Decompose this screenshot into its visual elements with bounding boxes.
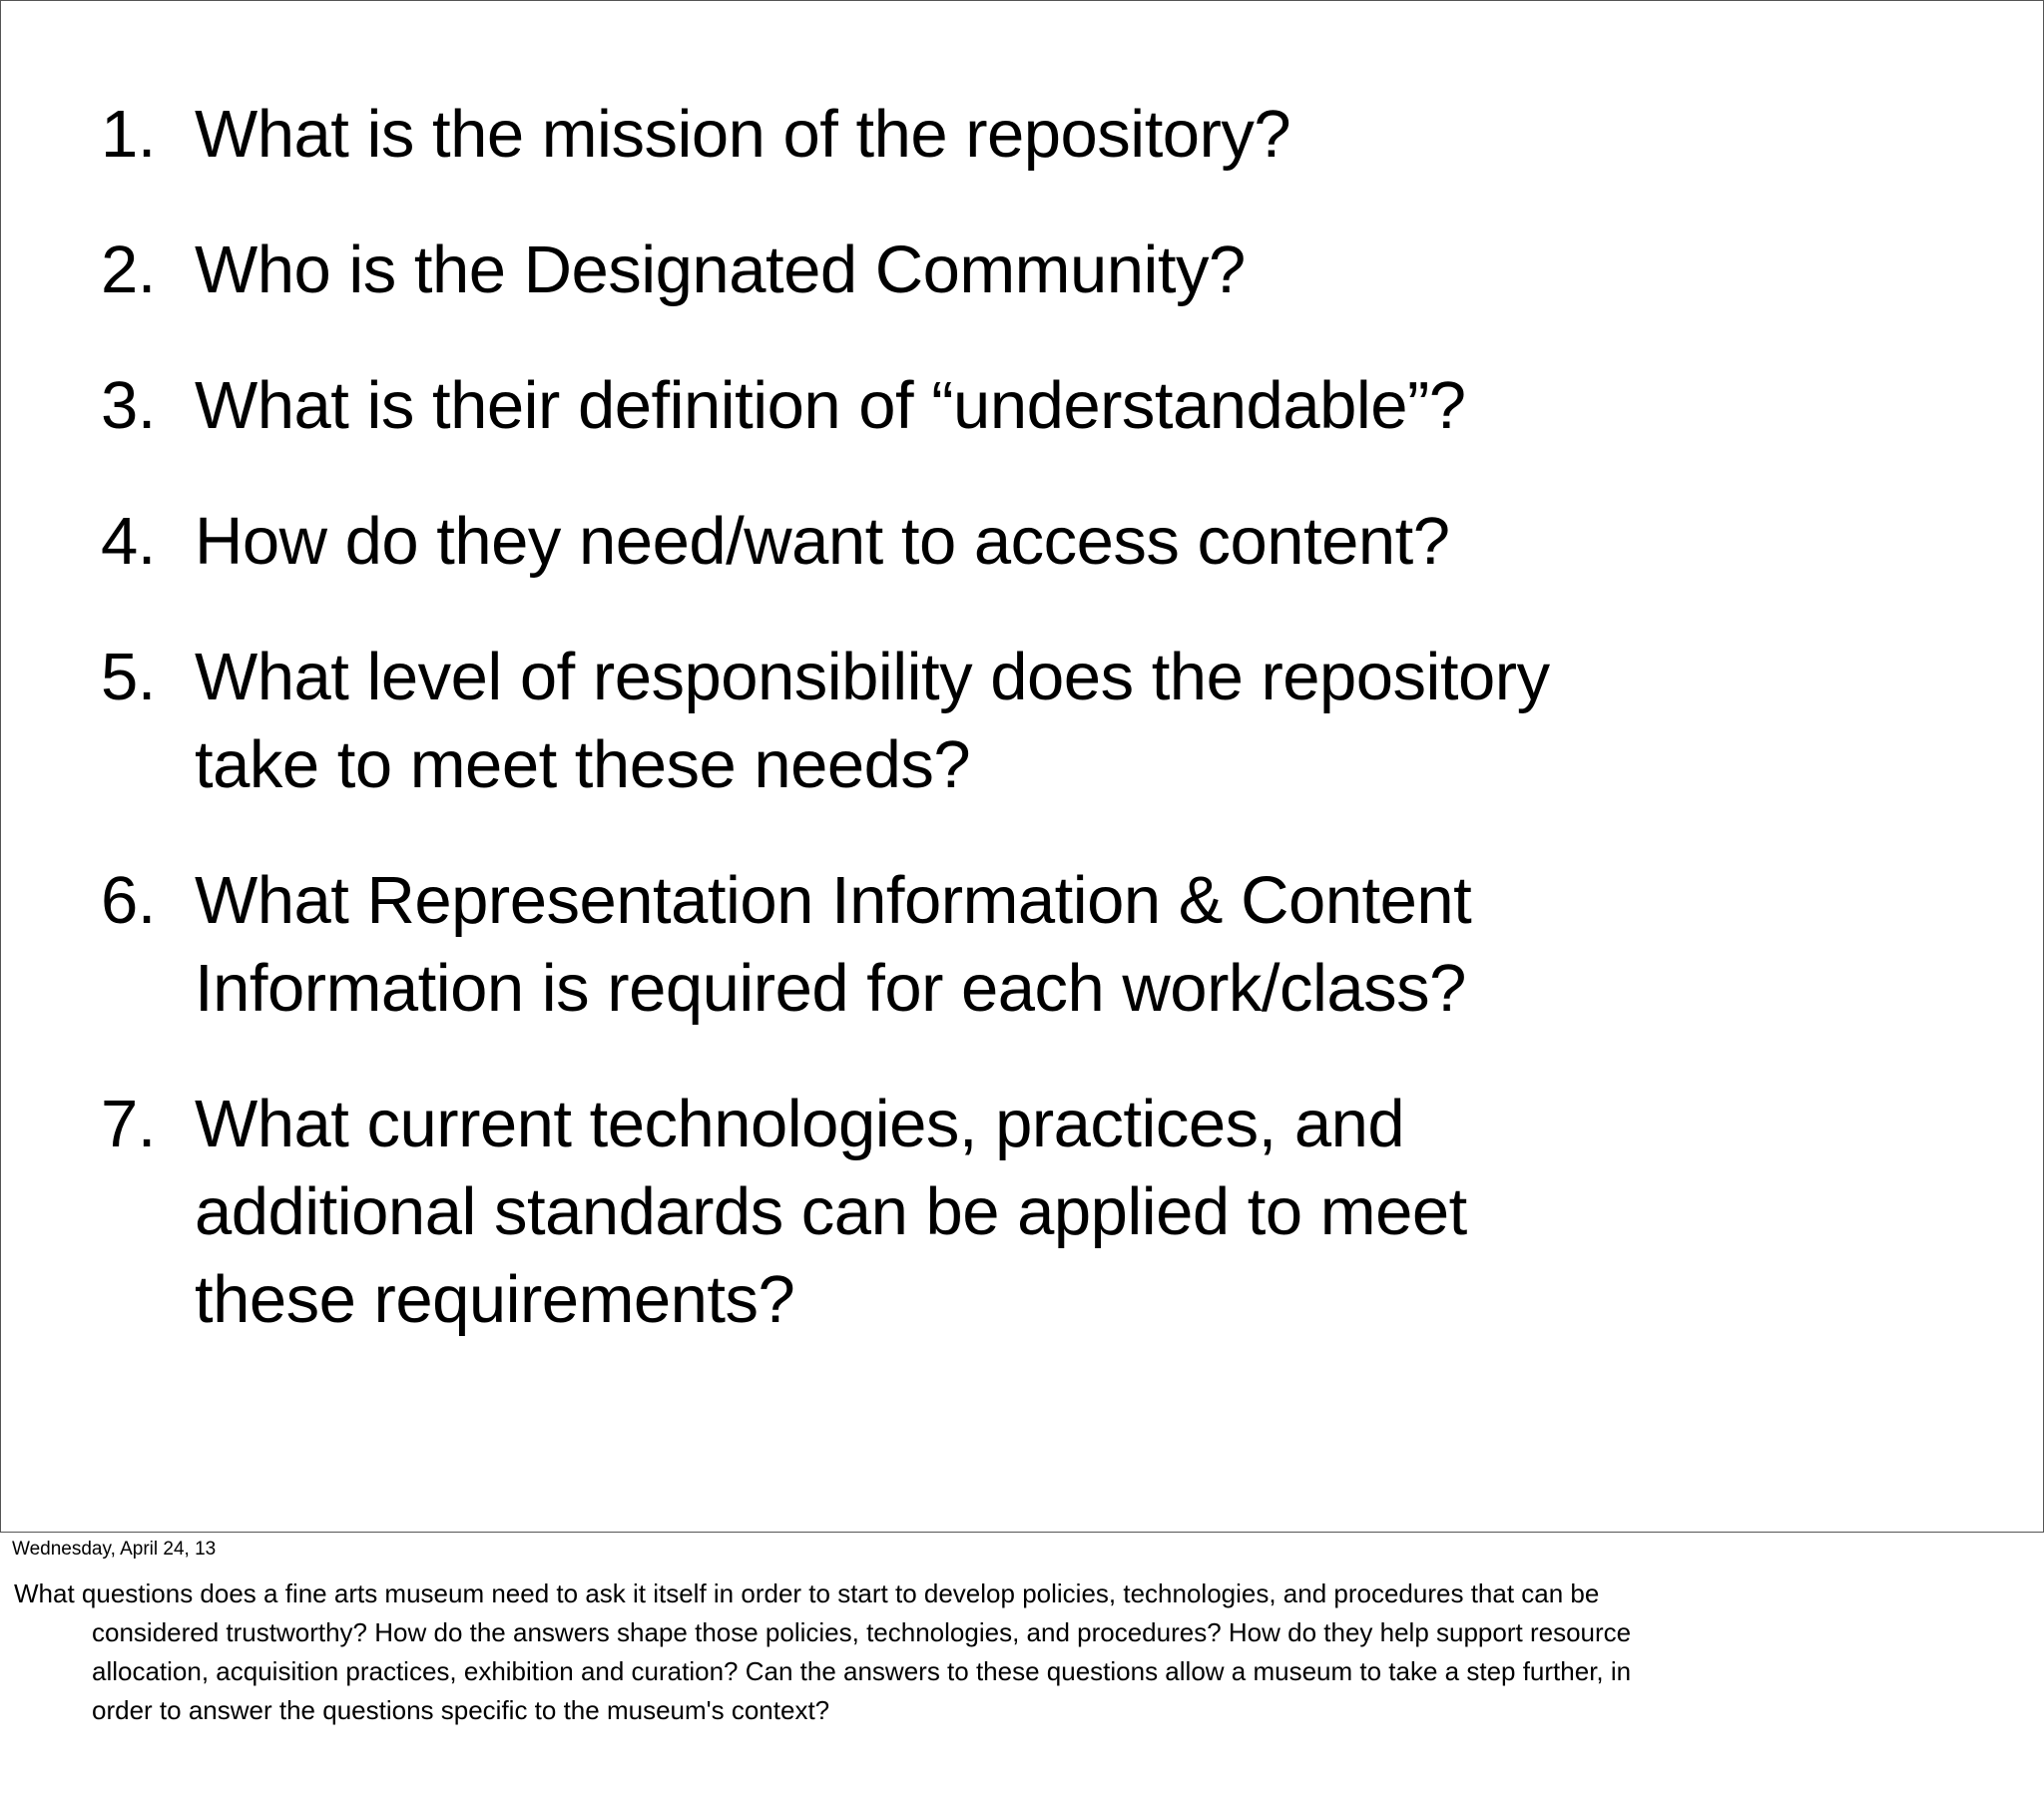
date-label: Wednesday, April 24, 13 bbox=[12, 1539, 217, 1560]
question-line: What level of responsibility does the repository bbox=[195, 640, 1550, 714]
question-text bbox=[195, 226, 1752, 314]
question-item bbox=[101, 226, 1897, 314]
question-line: What is their definition of “understandable”? bbox=[195, 368, 1466, 443]
question-line: What is the mission of the repository? bbox=[195, 97, 1291, 172]
question-number: 3. bbox=[101, 368, 156, 443]
question-text bbox=[195, 91, 1752, 179]
question-item bbox=[101, 91, 1897, 179]
notes-line: allocation, acquisition practices, exhibition and curation? Can the answers to these questions allow a museum to take a step further, in bbox=[92, 1656, 1632, 1686]
question-line: How do they need/want to access content? bbox=[195, 504, 1450, 579]
question-number: 6. bbox=[101, 863, 156, 938]
question-line: What Representation Information & Content bbox=[195, 863, 1472, 938]
question-text bbox=[195, 362, 1752, 450]
question-line: Who is the Designated Community? bbox=[195, 232, 1246, 307]
question-number: 4. bbox=[101, 504, 156, 579]
question-text bbox=[195, 857, 1752, 1033]
question-number: 7. bbox=[101, 1087, 156, 1161]
notes-line: What questions does a fine arts museum need to ask it itself in order to start to develop policies, technologies, and procedures that can be bbox=[14, 1578, 1600, 1608]
question-line: What current technologies, practices, and bbox=[195, 1087, 1405, 1161]
question-line: take to meet these needs? bbox=[195, 727, 971, 802]
question-line: additional standards can be applied to meet bbox=[195, 1174, 1467, 1249]
notes-line: order to answer the questions specific to the museum's context? bbox=[92, 1695, 830, 1725]
question-item bbox=[101, 362, 1897, 450]
question-item bbox=[101, 634, 1897, 809]
notes-line: considered trustworthy? How do the answers shape those policies, technologies, and procedures? How do they help support resource bbox=[92, 1617, 1632, 1647]
question-text bbox=[195, 634, 1752, 809]
question-number: 5. bbox=[101, 640, 156, 714]
question-list bbox=[101, 91, 1897, 1392]
question-line: Information is required for each work/class? bbox=[195, 951, 1466, 1026]
question-number: 2. bbox=[101, 232, 156, 307]
speaker-notes bbox=[14, 1574, 2010, 1730]
question-text bbox=[195, 498, 1752, 586]
question-line: these requirements? bbox=[195, 1262, 795, 1337]
question-item bbox=[101, 498, 1897, 586]
question-text bbox=[195, 1081, 1752, 1344]
question-item bbox=[101, 1081, 1897, 1344]
question-number: 1. bbox=[101, 97, 156, 172]
question-item bbox=[101, 857, 1897, 1033]
